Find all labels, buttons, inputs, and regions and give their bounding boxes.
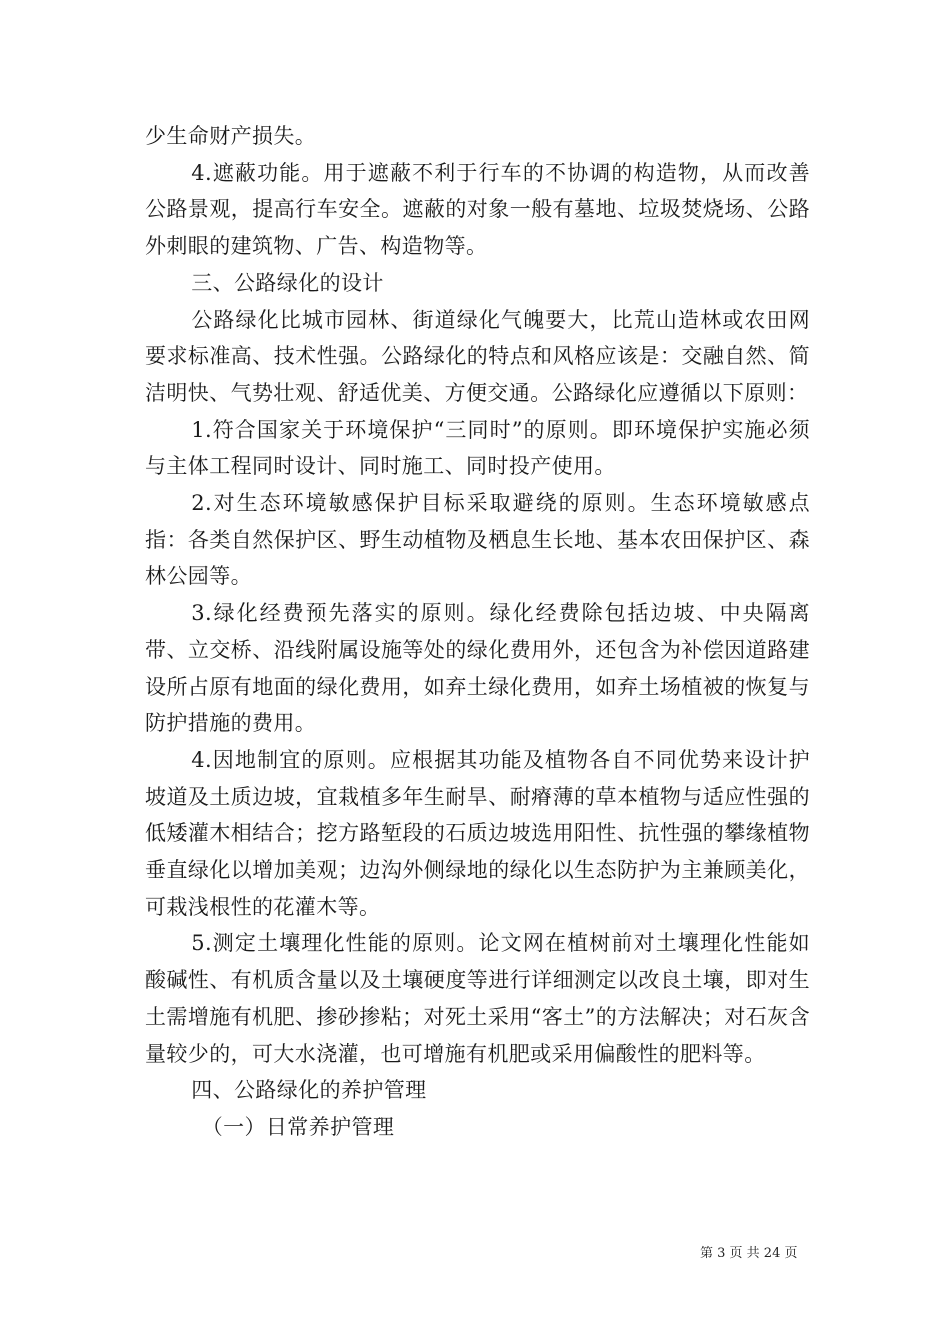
paragraph-principle-3: 3.绿化经费预先落实的原则。绿化经费除包括边坡、中央隔离带、立交桥、沿线附属设施等处的绿化费用外，还包含为补偿因道路建设所占原有地面的绿化费用，如弃土绿化费用，如弃土场植被的恢复与防护措施的费用。 — [145, 601, 810, 736]
paragraph-continuation: 少生命财产损失。 — [145, 124, 317, 148]
subsection-heading-daily-maintenance: （一）日常养护管理 — [201, 1114, 395, 1139]
paragraph-principle-1: 1.符合国家关于环境保护“三同时”的原则。即环境保护实施必须与主体工程同时设计、同时施工、同时投产使用。 — [145, 417, 810, 479]
document-body — [145, 118, 810, 1146]
paragraph-principle-4: 4.因地制宜的原则。应根据其功能及植物各自不同优势来设计护坡道及土质边坡，宜栽植多年生耐旱、耐瘠薄的草本植物与适应性强的低矮灌木相结合；挖方路堑段的石质边坡选用阳性、抗性强的攀缘植物垂直绿化以增加美观；边沟外侧绿地的绿化以生态防护为主兼顾美化，可栽浅根性的花灌木等。 — [145, 747, 810, 919]
paragraph-screening-function: 4.遮蔽功能。用于遮蔽不利于行车的不协调的构造物，从而改善公路景观，提高行车安全。遮蔽的对象一般有墓地、垃圾焚烧场、公路外刺眼的建筑物、广告、构造物等。 — [145, 160, 810, 259]
paragraph-principle-2: 2.对生态环境敏感保护目标采取避绕的原则。生态环境敏感点指：各类自然保护区、野生动植物及栖息生长地、基本农田保护区、森林公园等。 — [145, 491, 810, 589]
paragraph-design-intro: 公路绿化比城市园林、街道绿化气魄要大，比荒山造林或农田网要求标准高、技术性强。公路绿化的特点和风格应该是：交融自然、简洁明快、气势壮观、舒适优美、方便交通。公路绿化应遵循以下原则： — [145, 307, 810, 405]
paragraph-principle-5: 5.测定土壤理化性能的原则。论文网在植树前对土壤理化性能如酸碱性、有机质含量以及土壤硬度等进行详细测定以改良土壤，即对生土需增施有机肥、掺砂掺粘；对死土采用“客土”的方法解决；对石灰含量较少的，可大水浇灌，也可增施有机肥或采用偏酸性的肥料等。 — [145, 931, 810, 1066]
page-number-footer: 第 3 页 共 24 页 — [700, 1246, 798, 1261]
section-heading-maintenance: 四、公路绿化的养护管理 — [191, 1078, 427, 1103]
section-heading-design: 三、公路绿化的设计 — [191, 270, 384, 295]
